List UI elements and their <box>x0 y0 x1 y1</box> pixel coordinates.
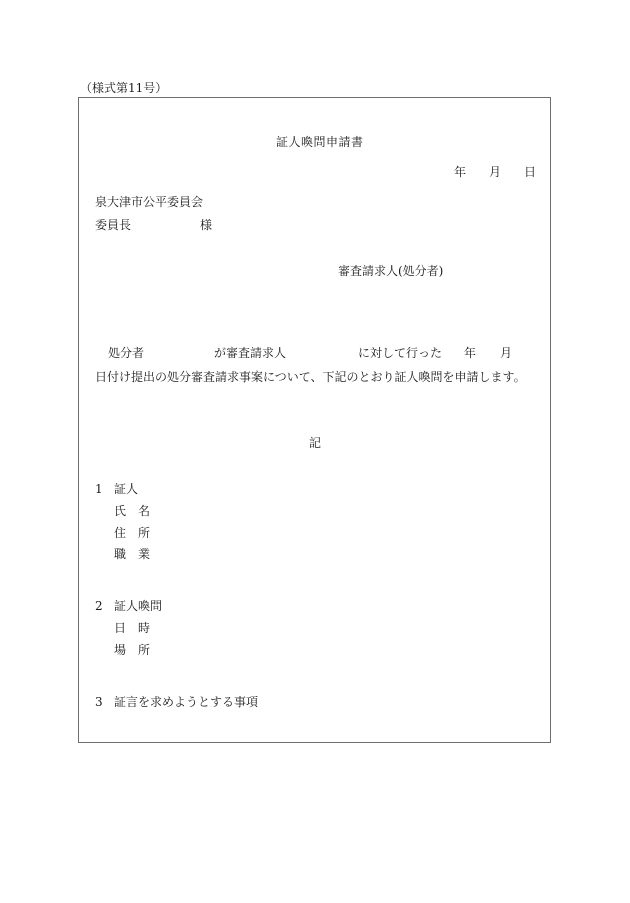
section-2-number: 2 <box>95 599 103 613</box>
field-name-b: 名 <box>138 504 151 518</box>
body-month-label: 月 <box>500 346 513 360</box>
ki-heading: 記 <box>309 436 322 450</box>
field-datetime-b: 時 <box>138 621 151 635</box>
addressee-organization: 泉大津市公平委員会 <box>95 195 204 209</box>
section-3-label: 証言を求めようとする事項 <box>114 695 259 709</box>
form-number: （様式第11号） <box>80 81 168 95</box>
field-address-b: 所 <box>138 526 151 540</box>
body-text-line2: 日付け提出の処分審査請求事案について、下記のとおり証人喚問を申請します。 <box>95 370 526 384</box>
field-datetime-a: 日 <box>114 621 127 635</box>
section-1-label: 証人 <box>114 482 139 496</box>
field-name-a: 氏 <box>114 504 127 518</box>
date-month-label: 月 <box>489 165 502 179</box>
document-title: 証人喚問申請書 <box>276 135 364 149</box>
addressee-title: 委員長 <box>95 218 132 232</box>
body-year-label: 年 <box>464 346 477 360</box>
body-text-requester: が審査請求人 <box>214 346 287 360</box>
body-text-action: に対して行った <box>358 346 443 360</box>
field-place-b: 所 <box>138 643 151 657</box>
section-2-label: 証人喚問 <box>114 599 163 613</box>
field-occupation-b: 業 <box>138 547 151 561</box>
addressee-honorific: 様 <box>200 218 213 232</box>
date-day-label: 日 <box>524 165 537 179</box>
date-year-label: 年 <box>454 165 467 179</box>
field-place-a: 場 <box>114 643 127 657</box>
body-text-respondent: 処分者 <box>108 346 145 360</box>
field-address-a: 住 <box>114 526 127 540</box>
section-3-number: 3 <box>95 695 103 709</box>
section-1-number: 1 <box>95 482 103 496</box>
field-occupation-a: 職 <box>114 547 127 561</box>
requester-label: 審査請求人(処分者) <box>338 264 444 278</box>
